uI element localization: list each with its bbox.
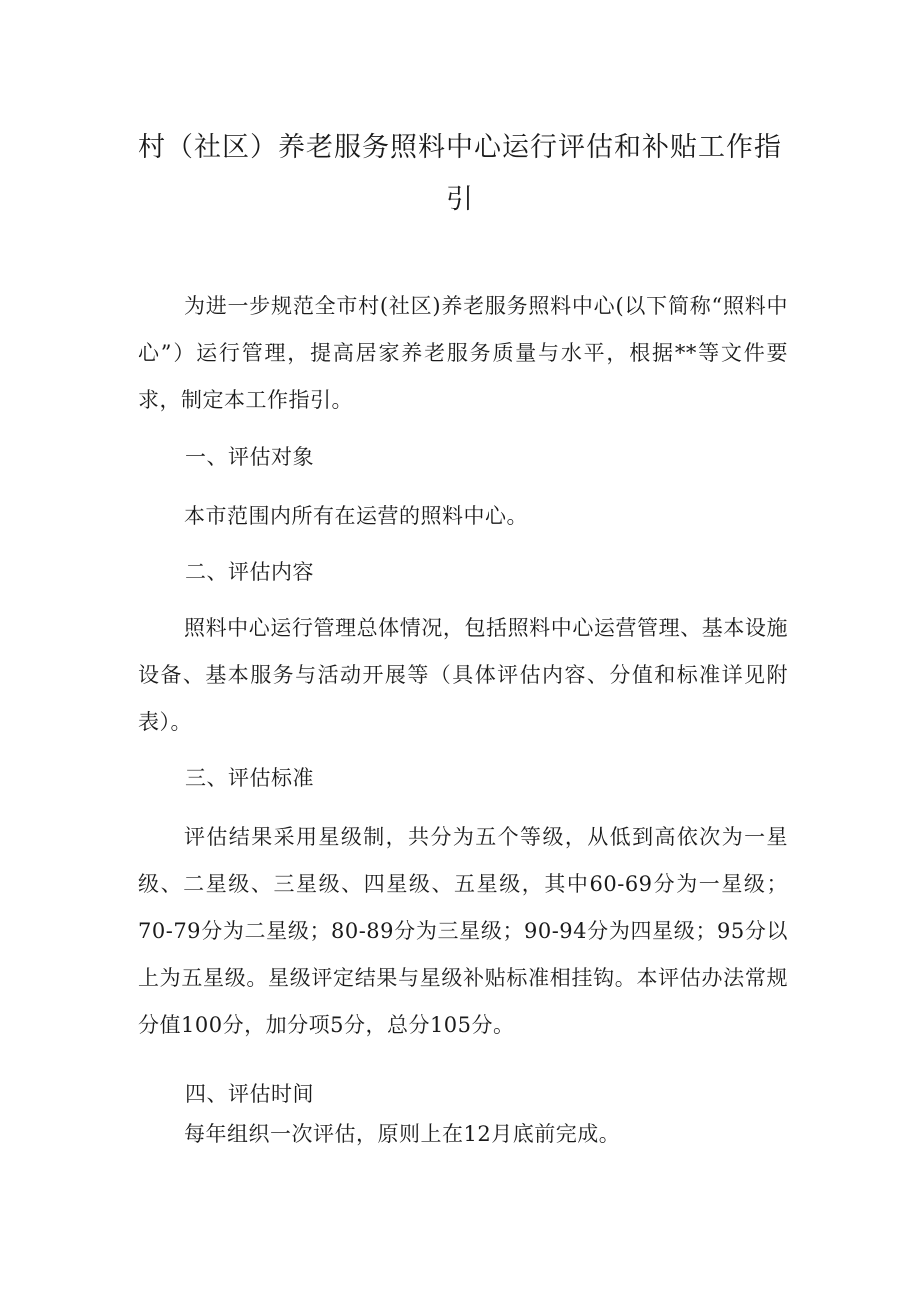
section-heading-4: 四、评估时间 [185,1082,314,1106]
section-body-2: 照料中心运行管理总体情况，包括照料中心运营管理、基本设施设备、基本服务与活动开展等（具体评估内容、分值和标准详见附表）。 [138,616,788,734]
section-body-1: 本市范围内所有在运营的照料中心。 [184,504,528,528]
section-heading-2: 二、评估内容 [185,560,314,584]
section-heading-3: 三、评估标准 [185,766,314,790]
section-heading-1: 一、评估对象 [185,445,314,469]
section-body-4: 每年组织一次评估，原则上在12月底前完成。 [184,1122,621,1146]
section-body-3: 评估结果采用星级制，共分为五个等级，从低到高依次为一星级、二星级、三星级、四星级、五星级，其中60-69分为一星级；70-79分为二星级；80-89分为三星级；90-94分为四星级；95分以上为五星级。星级评定结果与星级补贴标准相挂钩。本评估办法常规分值100分，加分项5分，总分105分。 [138,825,788,1037]
intro-paragraph: 为进一步规范全市村(社区)养老服务照料中心(以下简称“照料中心”）运行管理，提高居家养老服务质量与水平，根据**等文件要求，制定本工作指引。 [138,294,788,412]
document-title: 村（社区）养老服务照料中心运行评估和补贴工作指引 [138,132,782,215]
